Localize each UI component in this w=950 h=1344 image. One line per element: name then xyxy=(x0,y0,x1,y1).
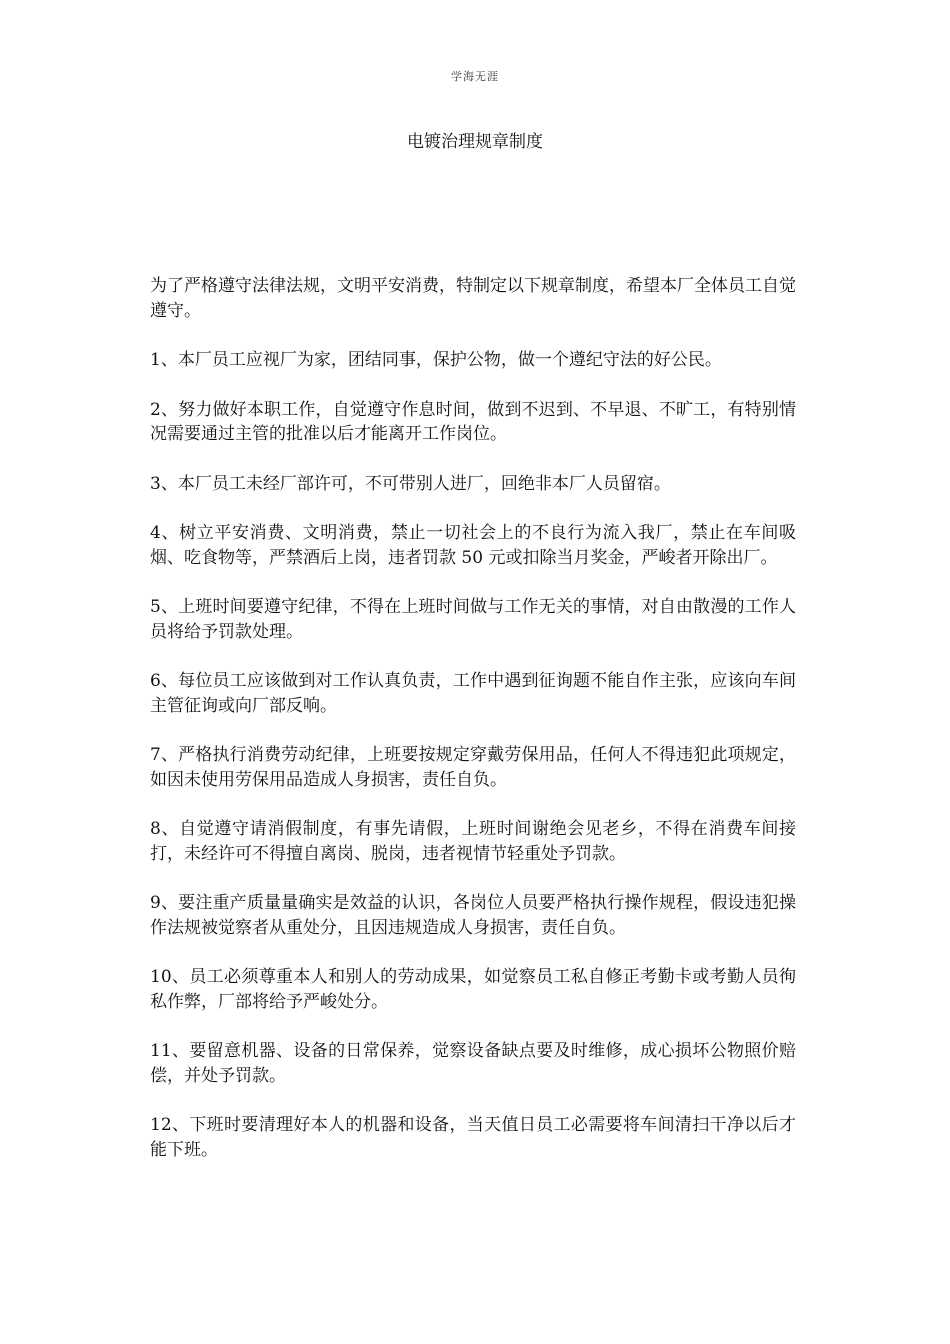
rule-paragraph: 6、每位员工应该做到对工作认真负责，工作中遇到征询题不能自作主张，应该向车间主管征询或向厂部反响。 xyxy=(150,671,796,716)
rule-paragraph: 8、自觉遵守请消假制度，有事先请假，上班时间谢绝会见老乡，不得在消费车间接打，未经许可不得擅自离岗、脱岗，违者视情节轻重处予罚款。 xyxy=(150,819,796,864)
page-header: 学海无涯 xyxy=(451,70,499,83)
rule-paragraph: 12、下班时要清理好本人的机器和设备，当天值日员工必需要将车间清扫干净以后才能下班。 xyxy=(150,1115,796,1160)
rule-paragraph: 9、要注重产质量量确实是效益的认识，各岗位人员要严格执行操作规程，假设违犯操作法规被觉察者从重处分，且因违规造成人身损害，责任自负。 xyxy=(150,893,796,938)
rule-paragraph: 11、要留意机器、设备的日常保养，觉察设备缺点要及时维修，成心损坏公物照价赔偿，并处予罚款。 xyxy=(150,1041,796,1086)
rule-paragraph: 3、本厂员工未经厂部许可，不可带别人进厂，回绝非本厂人员留宿。 xyxy=(150,473,671,494)
rule-paragraph: 2、努力做好本职工作，自觉遵守作息时间，做到不迟到、不早退、不旷工，有特别情况需要通过主管的批准以后才能离开工作岗位。 xyxy=(150,399,796,444)
rule-paragraph: 10、员工必须尊重本人和别人的劳动成果，如觉察员工私自修正考勤卡或考勤人员徇私作弊，厂部将给予严峻处分。 xyxy=(150,967,796,1012)
rule-paragraph: 7、严格执行消费劳动纪律，上班要按规定穿戴劳保用品，任何人不得违犯此项规定，如因未使用劳保用品造成人身损害，责任自负。 xyxy=(150,745,796,790)
rule-paragraph: 5、上班时间要遵守纪律，不得在上班时间做与工作无关的事情，对自由散漫的工作人员将给予罚款处理。 xyxy=(150,597,796,642)
rule-paragraph: 4、树立平安消费、文明消费，禁止一切社会上的不良行为流入我厂，禁止在车间吸烟、吃食物等，严禁酒后上岗，违者罚款 50 元或扣除当月奖金，严峻者开除出厂。 xyxy=(150,523,796,568)
intro-paragraph: 为了严格遵守法律法规，文明平安消费，特制定以下规章制度，希望本厂全体员工自觉遵守。 xyxy=(150,276,796,321)
document-body xyxy=(150,274,796,1187)
rule-paragraph: 1、本厂员工应视厂为家，团结同事，保护公物，做一个遵纪守法的好公民。 xyxy=(150,350,722,370)
document-title: 电镀治理规章制度 xyxy=(407,132,543,152)
